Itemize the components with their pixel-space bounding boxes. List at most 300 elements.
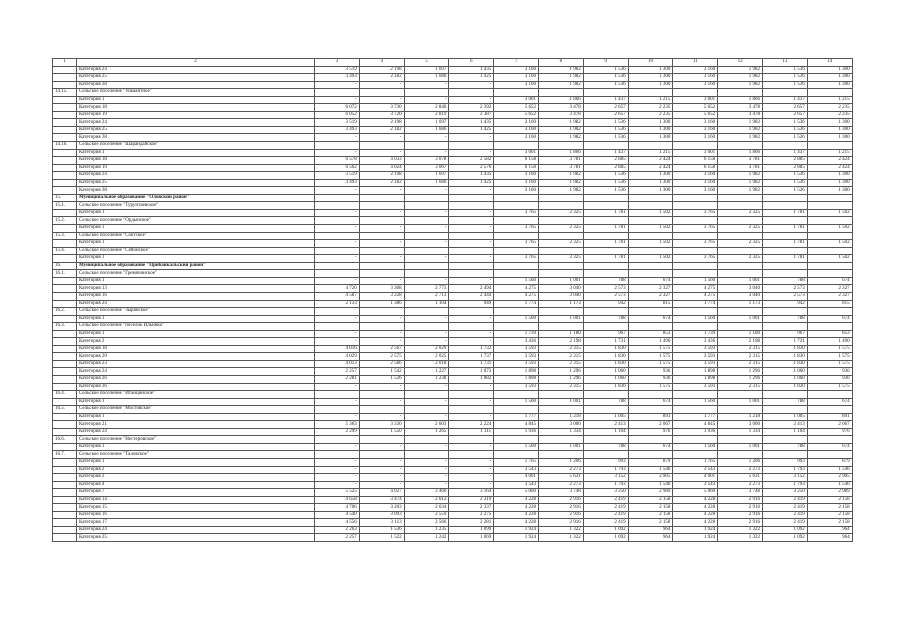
value-cell: 1 737 [449,353,494,361]
value-cell: 3 781 [538,164,583,172]
row-number-cell: 14.16. [53,142,77,150]
table-row [53,383,853,391]
value-cell: 3 593 [673,345,718,353]
value-cell: 2 327 [628,292,673,300]
value-cell: 3 748 [718,489,763,497]
value-cell [718,142,763,150]
settlement-row [53,142,853,150]
column-number-header: 6 [449,59,494,67]
settlement-row [53,89,853,97]
value-cell: 674 [628,277,673,285]
value-cell: 1 073 [449,368,494,376]
value-cell: 1 924 [494,534,539,542]
value-cell: 936 [807,375,852,383]
settlement-row [53,232,853,240]
value-cell: 879 [628,458,673,466]
value-cell: 879 [807,458,852,466]
value-cell: 1 502 [628,240,673,248]
value-cell: 3 160 [494,172,539,180]
value-cell: 942 [583,300,628,308]
value-cell: 1 265 [404,428,449,436]
value-cell: 3 519 [315,66,360,74]
value-cell [315,194,360,202]
column-number-header: 9 [583,59,628,67]
value-cell: 4 228 [673,504,718,512]
value-cell: - [449,330,494,338]
row-name-cell: Категория 16 [77,511,315,519]
value-cell: 2 916 [538,504,583,512]
value-cell: 2 337 [449,504,494,512]
value-cell: 5 060 [673,489,718,497]
value-cell [359,323,404,331]
value-cell: 2 424 [628,157,673,165]
value-cell [807,89,852,97]
value-cell [807,247,852,255]
value-cell: 2 657 [762,104,807,112]
value-cell: 1 560 [673,398,718,406]
row-name-cell: Категория 1 [77,315,315,323]
value-cell [807,391,852,399]
value-cell [449,202,494,210]
value-cell: 4 845 [673,421,718,429]
value-cell [449,451,494,459]
value-cell: 1 924 [673,534,718,542]
value-cell: 2 419 [762,519,807,527]
table-row [53,519,853,527]
value-cell: 976 [628,428,673,436]
value-cell [583,406,628,414]
value-cell: - [315,466,360,474]
value-cell: 1 536 [762,74,807,82]
row-number-cell [53,375,77,383]
table-row [53,398,853,406]
value-cell: 3 493 [315,74,360,82]
value-cell: 3 040 [538,292,583,300]
value-cell: 1 731 [762,338,807,346]
value-cell: 1 092 [762,526,807,534]
value-cell [673,391,718,399]
value-cell: 1 206 [718,458,763,466]
value-cell: 2 198 [359,172,404,180]
value-cell: - [404,187,449,195]
value-cell: 1 982 [538,187,583,195]
value-cell: 1 793 [583,466,628,474]
value-cell: 3 160 [673,179,718,187]
value-cell: 674 [807,277,852,285]
value-cell: 3 203 [359,504,404,512]
value-cell: 1 099 [449,526,494,534]
value-cell: 1 731 [583,338,628,346]
value-cell: - [359,81,404,89]
value-cell: 3 330 [359,421,404,429]
value-cell [807,217,852,225]
value-cell: 788 [762,315,807,323]
value-cell [807,194,852,202]
row-number-cell [53,345,77,353]
value-cell [762,89,807,97]
value-cell: 2 575 [359,353,404,361]
table-row [53,74,853,82]
row-number-cell [53,240,77,248]
table-row [53,66,853,74]
value-cell: 3 160 [494,187,539,195]
value-cell: - [404,255,449,263]
value-cell: 1 111 [449,428,494,436]
value-cell [807,406,852,414]
table-row [53,353,853,361]
value-cell: - [359,134,404,142]
value-cell: - [449,187,494,195]
value-cell: 1 982 [538,74,583,82]
value-cell: 2 566 [359,360,404,368]
value-cell: 1 300 [628,126,673,134]
value-cell: 1 300 [807,179,852,187]
row-name-cell: Категория 24 [77,368,315,376]
value-cell: 2 573 [762,285,807,293]
value-cell: 3 160 [673,66,718,74]
table-row [53,421,853,429]
value-cell [315,247,360,255]
value-cell: 4 228 [494,519,539,527]
value-cell: 1 005 [762,413,807,421]
value-cell: - [359,240,404,248]
value-cell: 1 982 [718,187,763,195]
value-cell: 1 777 [494,413,539,421]
value-cell: 2 573 [762,292,807,300]
row-name-cell: Сельское поселение "Итанцинское" [77,391,315,399]
value-cell: 1 206 [538,458,583,466]
value-cell: 1 300 [628,74,673,82]
tariff-table-page [52,58,852,542]
value-cell: 2 018 [404,360,449,368]
value-cell: 1 300 [628,66,673,74]
value-cell: 3 436 [494,338,539,346]
value-cell: 3 519 [315,119,360,127]
value-cell [494,262,539,270]
value-cell: 2 325 [718,209,763,217]
value-cell: 1 560 [673,315,718,323]
value-cell [583,451,628,459]
row-name-cell: Категория 17 [77,519,315,527]
value-cell [762,217,807,225]
value-cell: 2 559 [404,511,449,519]
value-cell: - [404,481,449,489]
row-number-cell [53,421,77,429]
value-cell: 1 536 [583,74,628,82]
value-cell: - [449,209,494,217]
value-cell: 1 173 [538,300,583,308]
value-cell [315,406,360,414]
value-cell: 1 542 [359,368,404,376]
value-cell [538,217,583,225]
row-number-cell [53,519,77,527]
value-cell: 1 300 [807,172,852,180]
column-number-header: 14 [807,59,852,67]
column-number-header: 10 [628,59,673,67]
value-cell: 3 160 [673,172,718,180]
row-number-cell: 16.5. [53,406,77,414]
value-cell: 3 730 [359,104,404,112]
table-row [53,315,853,323]
table-row [53,209,853,217]
value-cell: 1 739 [494,330,539,338]
row-number-cell [53,534,77,542]
row-name-cell: Категория 7 [77,489,315,497]
value-cell: 1 697 [404,119,449,127]
value-cell: 2 158 [807,504,852,512]
value-cell: 4 024 [359,164,404,172]
table-row [53,225,853,233]
row-number-cell [53,413,77,421]
value-cell: - [449,315,494,323]
value-cell: 1 001 [538,277,583,285]
value-cell: 4 275 [673,292,718,300]
row-name-cell: Категория 24 [77,172,315,180]
row-number-cell [53,526,77,534]
value-cell: - [359,225,404,233]
value-cell: 2 885 [583,157,628,165]
value-cell: 2 566 [404,519,449,527]
value-cell: 1 300 [807,126,852,134]
value-cell [718,202,763,210]
value-cell: 2 916 [538,496,583,504]
row-name-cell: Категория 24 [77,66,315,74]
value-cell: 2 273 [718,466,763,474]
value-cell: 1 924 [494,526,539,534]
value-cell: 2 916 [718,496,763,504]
value-cell: 1 300 [807,81,852,89]
table-row [53,481,853,489]
value-cell: 674 [628,315,673,323]
table-row [53,277,853,285]
table-row [53,413,853,421]
value-cell: 3 250 [762,489,807,497]
value-cell [404,323,449,331]
table-row [53,300,853,308]
value-cell: 1 560 [494,398,539,406]
row-number-cell: 15.4. [53,247,77,255]
value-cell: 2 327 [807,292,852,300]
value-cell: 4 275 [673,285,718,293]
value-cell [762,406,807,414]
row-number-cell [53,119,77,127]
value-cell [628,323,673,331]
row-name-cell: Категория 24 [77,428,315,436]
value-cell [538,232,583,240]
value-cell [762,323,807,331]
value-cell [494,406,539,414]
value-cell: 1 300 [628,134,673,142]
value-cell: - [315,315,360,323]
row-name-cell: Категория 16 [77,292,315,300]
value-cell: 4 027 [359,489,404,497]
row-number-cell [53,300,77,308]
value-cell: - [404,398,449,406]
value-cell: 2 315 [718,360,763,368]
value-cell [673,202,718,210]
column-number-header: 11 [673,59,718,67]
table-row [53,126,853,134]
value-cell: 2 198 [538,338,583,346]
value-cell: 1 386 [359,300,404,308]
value-cell: 1 437 [583,149,628,157]
value-cell [315,89,360,97]
value-cell [538,323,583,331]
value-cell: 5 060 [494,489,539,497]
value-cell: 1 536 [762,187,807,195]
row-name-cell: Категория 1 [77,209,315,217]
value-cell: 1 560 [673,277,718,285]
row-number-cell [53,481,77,489]
value-cell [538,270,583,278]
value-cell: 1 982 [718,66,763,74]
value-cell: 674 [628,398,673,406]
value-cell [449,142,494,150]
row-name-cell: Муниципальное образование "Оловский район" [77,194,315,202]
row-number-cell [53,66,77,74]
value-cell: - [449,413,494,421]
row-name-cell: Категория 24 [77,526,315,534]
value-cell: 1 765 [494,458,539,466]
value-cell: 2 315 [538,383,583,391]
row-name-cell: Категория 38 [77,187,315,195]
value-cell: 1 830 [583,360,628,368]
value-cell: 3 478 [718,104,763,112]
value-cell: 2 603 [404,421,449,429]
value-cell [628,247,673,255]
value-cell: - [359,413,404,421]
row-name-cell: Категория 24 [77,119,315,127]
value-cell: 2 419 [762,511,807,519]
row-name-cell: Категория 13 [77,285,315,293]
value-cell: 1 793 [583,481,628,489]
value-cell: 2 905 [807,474,852,482]
value-cell: 1 322 [718,534,763,542]
value-cell: 2 773 [404,285,449,293]
column-number-header: 7 [494,59,539,67]
value-cell: - [359,96,404,104]
value-cell [673,308,718,316]
value-cell: 2 325 [538,209,583,217]
value-cell: - [359,209,404,217]
value-cell [449,323,494,331]
value-cell [315,451,360,459]
value-cell: 1 830 [762,353,807,361]
value-cell: 1 082 [449,375,494,383]
row-name-cell: Категория 4 [77,481,315,489]
table-row [53,458,853,466]
value-cell: 964 [628,534,673,542]
value-cell: 3 228 [359,292,404,300]
value-cell [583,194,628,202]
value-cell [807,142,852,150]
value-cell [673,262,718,270]
municipality-row [53,194,853,202]
row-number-cell [53,81,77,89]
value-cell: 3 478 [538,104,583,112]
table-row [53,496,853,504]
value-cell [583,142,628,150]
value-cell: 2 424 [628,164,673,172]
row-name-cell: Категория 18 [77,157,315,165]
value-cell: 3 001 [494,149,539,157]
row-name-cell: Категория 19 [77,164,315,172]
value-cell: 1 227 [404,368,449,376]
row-number-cell [53,315,77,323]
value-cell [449,436,494,444]
value-cell: 674 [628,443,673,451]
row-number-cell [53,383,77,391]
value-cell: 3 001 [494,96,539,104]
value-cell: 3 160 [673,126,718,134]
value-cell: - [359,338,404,346]
row-number-cell: 16. [53,262,77,270]
value-cell [673,323,718,331]
value-cell [315,262,360,270]
value-cell: - [315,458,360,466]
value-cell: 4 228 [494,511,539,519]
value-cell: 1 435 [449,66,494,74]
value-cell: 1 536 [762,81,807,89]
value-cell [315,142,360,150]
value-cell [583,436,628,444]
value-cell: 1 575 [807,345,852,353]
value-cell: 2 067 [628,421,673,429]
value-cell: 2 158 [628,496,673,504]
value-cell: - [315,481,360,489]
value-cell: 1 898 [673,375,718,383]
value-cell: 1 502 [628,255,673,263]
value-cell: 1 686 [404,126,449,134]
value-cell: 1 697 [404,66,449,74]
value-cell: 4 001 [673,474,718,482]
value-cell [628,194,673,202]
value-cell: - [449,458,494,466]
value-cell: 2 325 [538,255,583,263]
row-number-cell: 15.2. [53,217,77,225]
value-cell: 1 982 [718,119,763,127]
value-cell: - [449,149,494,157]
table-row [53,368,853,376]
row-number-cell [53,157,77,165]
row-number-cell [53,179,77,187]
value-cell: 3 113 [359,519,404,527]
value-cell: 1 830 [762,345,807,353]
value-cell: 788 [583,398,628,406]
table-row [53,119,853,127]
row-number-cell [53,126,77,134]
value-cell [718,194,763,202]
table-row [53,285,853,293]
value-cell: 1 982 [538,66,583,74]
value-cell [359,89,404,97]
value-cell [359,194,404,202]
value-cell: 1 686 [404,74,449,82]
value-cell [404,232,449,240]
row-name-cell: Категория 1 [77,240,315,248]
value-cell: - [449,466,494,474]
value-cell: 2 198 [359,66,404,74]
value-cell: 1 575 [807,383,852,391]
settlement-row [53,323,853,331]
value-cell: - [359,474,404,482]
value-cell: 853 [628,330,673,338]
value-cell: 3 040 [718,285,763,293]
value-cell: 1 732 [449,345,494,353]
value-cell: 4 720 [315,285,360,293]
value-cell: 1 731 [449,360,494,368]
value-cell [673,270,718,278]
